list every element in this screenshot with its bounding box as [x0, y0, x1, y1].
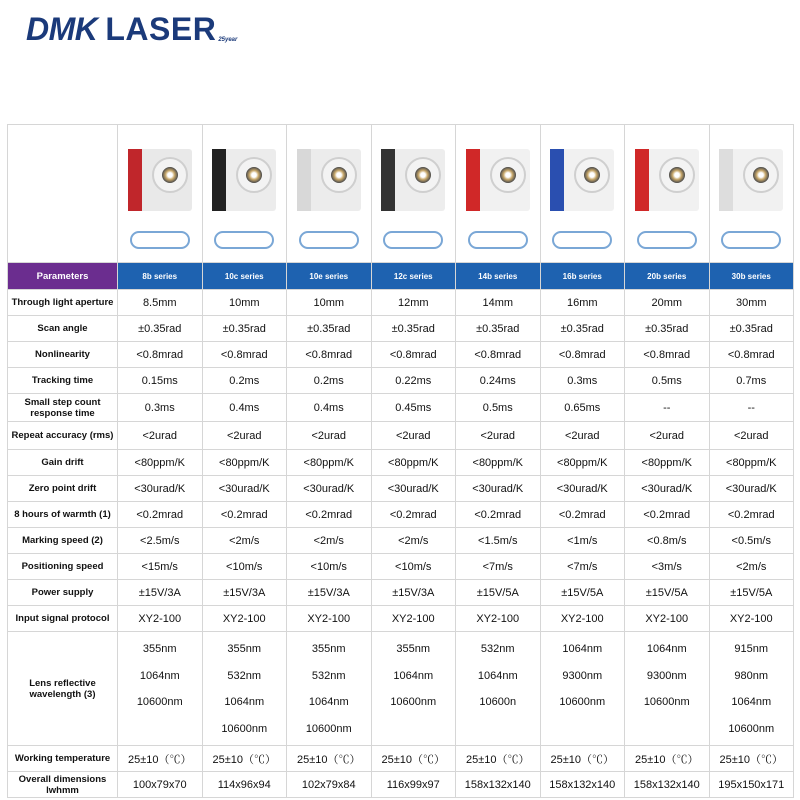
spec-value: <1.5m/s	[456, 528, 541, 554]
wavelength-value: 10600nm	[136, 696, 183, 708]
spec-value: 0.3ms	[540, 368, 625, 394]
parameters-header: Parameters	[8, 263, 118, 290]
spec-value: <3m/s	[625, 554, 710, 580]
galvo-scanner-image	[466, 149, 530, 211]
spec-label: Lens reflective wavelength (3)	[8, 632, 118, 746]
spec-value: <30urad/K	[287, 476, 372, 502]
spec-value: <2urad	[371, 422, 456, 450]
spec-value: --	[709, 394, 794, 422]
spec-value: 25±10（℃）	[456, 746, 541, 772]
wavelength-value: 10600n	[479, 696, 517, 708]
spec-value: <0.2mrad	[540, 502, 625, 528]
lens-wavelength-cell	[625, 632, 710, 746]
spec-value: <7m/s	[456, 554, 541, 580]
spec-value: XY2-100	[287, 606, 372, 632]
spec-value: <2m/s	[709, 554, 794, 580]
spec-value: <2urad	[540, 422, 625, 450]
spec-value: 114x96x94	[202, 772, 287, 798]
spec-value: <80ppm/K	[709, 450, 794, 476]
scanner-lens	[405, 157, 441, 193]
spec-value: <0.8m/s	[625, 528, 710, 554]
wavelength-value	[541, 716, 625, 743]
product-badge-oval	[468, 231, 528, 249]
spec-value: 25±10（℃）	[118, 746, 203, 772]
spec-value: <2m/s	[371, 528, 456, 554]
product-badge-oval	[552, 231, 612, 249]
scanner-side-panel	[128, 149, 142, 211]
spec-row	[8, 580, 794, 606]
scanner-lens	[659, 157, 695, 193]
galvo-scanner-image	[719, 149, 783, 211]
spec-value: <30urad/K	[709, 476, 794, 502]
spec-label: Zero point drift	[8, 476, 118, 502]
spec-label: Repeat accuracy (rms)	[8, 422, 118, 450]
series-header-row	[8, 263, 794, 290]
spec-value: <80ppm/K	[456, 450, 541, 476]
spec-value: ±0.35rad	[709, 316, 794, 342]
product-badge-oval	[299, 231, 359, 249]
product-image-cell	[625, 125, 710, 263]
spec-value: <0.2mrad	[287, 502, 372, 528]
spec-value: <15m/s	[118, 554, 203, 580]
wavelength-value: 532nm	[227, 669, 262, 682]
spec-value: <0.8mrad	[625, 342, 710, 368]
spec-value: <2urad	[625, 422, 710, 450]
spec-label: Gain drift	[8, 450, 118, 476]
spec-value: 20mm	[625, 290, 710, 316]
wavelength-value: 1064nm	[308, 696, 349, 708]
spec-value: <2urad	[118, 422, 203, 450]
spec-value: 16mm	[540, 290, 625, 316]
wavelength-value: 915nm	[734, 643, 769, 655]
spec-value: <80ppm/K	[625, 450, 710, 476]
spec-value: <30urad/K	[456, 476, 541, 502]
series-header: 10c series	[202, 263, 287, 290]
lens-wavelength-cell	[371, 632, 456, 746]
wavelength-value: 10600nm	[221, 722, 268, 735]
spec-value: <2urad	[456, 422, 541, 450]
spec-row	[8, 528, 794, 554]
spec-value: ±15V/5A	[709, 580, 794, 606]
scanner-side-panel	[297, 149, 311, 211]
spec-value: <0.8mrad	[118, 342, 203, 368]
lens-wavelength-cell	[118, 632, 203, 746]
wavelength-value	[456, 716, 540, 743]
scanner-mirror	[584, 167, 600, 183]
spec-row	[8, 772, 794, 798]
spec-value: <0.8mrad	[202, 342, 287, 368]
wavelength-value	[372, 716, 456, 743]
spec-value: 158x132x140	[540, 772, 625, 798]
lens-wavelength-row	[8, 632, 794, 746]
spec-value: 158x132x140	[456, 772, 541, 798]
spec-row	[8, 450, 794, 476]
series-header: 16b series	[540, 263, 625, 290]
scanner-mirror	[331, 167, 347, 183]
brand-name-laser: LASER	[105, 11, 217, 47]
scanner-lens	[574, 157, 610, 193]
scanner-side-panel	[635, 149, 649, 211]
spec-value: 25±10（℃）	[287, 746, 372, 772]
wavelength-value: 355nm	[396, 643, 431, 655]
spec-value: 102x79x84	[287, 772, 372, 798]
spec-value: --	[625, 394, 710, 422]
spec-value: <80ppm/K	[287, 450, 372, 476]
spec-value: <0.8mrad	[371, 342, 456, 368]
spec-row	[8, 368, 794, 394]
spec-value: <2urad	[202, 422, 287, 450]
wavelength-value	[625, 716, 709, 743]
series-header: 20b series	[625, 263, 710, 290]
spec-value: ±0.35rad	[287, 316, 372, 342]
spec-value: <2urad	[287, 422, 372, 450]
spec-value: 8.5mm	[118, 290, 203, 316]
wavelength-value: 1064nm	[477, 669, 518, 682]
spec-row	[8, 316, 794, 342]
spec-value: 0.22ms	[371, 368, 456, 394]
wavelength-value: 1064nm	[139, 669, 180, 682]
spec-value: <0.8mrad	[709, 342, 794, 368]
spec-value: ±15V/5A	[540, 580, 625, 606]
spec-value: 0.4ms	[287, 394, 372, 422]
spec-value: <0.2mrad	[118, 502, 203, 528]
product-badge-oval	[130, 231, 190, 249]
wavelength-value: 1064nm	[731, 696, 772, 708]
spec-row	[8, 394, 794, 422]
product-image-cell	[202, 125, 287, 263]
spec-value: <80ppm/K	[371, 450, 456, 476]
galvo-scanner-image	[212, 149, 276, 211]
lens-wavelength-cell	[709, 632, 794, 746]
spec-value: 0.15ms	[118, 368, 203, 394]
spec-label: Nonlinearity	[8, 342, 118, 368]
spec-label: Overall dimensions lwhmm	[8, 772, 118, 798]
spec-label: Input signal protocol	[8, 606, 118, 632]
spec-value: <0.2mrad	[456, 502, 541, 528]
spec-value: ±15V/3A	[202, 580, 287, 606]
lens-wavelength-cell	[456, 632, 541, 746]
spec-table-wrapper	[7, 124, 793, 798]
scanner-mirror	[500, 167, 516, 183]
spec-value: 0.5ms	[456, 394, 541, 422]
spec-label: Scan angle	[8, 316, 118, 342]
wavelength-value: 10600nm	[728, 722, 775, 735]
spec-value: <7m/s	[540, 554, 625, 580]
spec-value: XY2-100	[625, 606, 710, 632]
spec-label: Positioning speed	[8, 554, 118, 580]
spec-value: 0.5ms	[625, 368, 710, 394]
galvo-scanner-image	[550, 149, 614, 211]
spec-value: <0.8mrad	[456, 342, 541, 368]
spec-value: <30urad/K	[625, 476, 710, 502]
spec-value: <0.2mrad	[202, 502, 287, 528]
spec-row	[8, 606, 794, 632]
spec-value: 0.24ms	[456, 368, 541, 394]
spec-value: 30mm	[709, 290, 794, 316]
spec-value: <0.2mrad	[371, 502, 456, 528]
spec-value: 0.3ms	[118, 394, 203, 422]
spec-value: ±15V/5A	[456, 580, 541, 606]
scanner-side-panel	[719, 149, 733, 211]
wavelength-value: 1064nm	[224, 696, 265, 708]
series-header: 30b series	[709, 263, 794, 290]
spec-value: <10m/s	[287, 554, 372, 580]
scanner-side-panel	[466, 149, 480, 211]
spec-value: 195x150x171	[709, 772, 794, 798]
spec-row	[8, 290, 794, 316]
series-header: 14b series	[456, 263, 541, 290]
spec-value: 0.2ms	[202, 368, 287, 394]
scanner-mirror	[415, 167, 431, 183]
spec-value: 25±10（℃）	[371, 746, 456, 772]
spec-value: ±0.35rad	[540, 316, 625, 342]
spec-value: <80ppm/K	[202, 450, 287, 476]
spec-value: 116x99x97	[371, 772, 456, 798]
spec-value: <30urad/K	[202, 476, 287, 502]
galvo-scanner-image	[635, 149, 699, 211]
spec-value: 10mm	[287, 290, 372, 316]
product-image-cell	[709, 125, 794, 263]
product-badge-oval	[637, 231, 697, 249]
spec-value: <2m/s	[287, 528, 372, 554]
spec-value: ±15V/5A	[625, 580, 710, 606]
scanner-side-panel	[381, 149, 395, 211]
spec-value: <0.8mrad	[540, 342, 625, 368]
spec-label: Small step count response time	[8, 394, 118, 422]
spec-value: <0.8mrad	[287, 342, 372, 368]
product-badge-oval	[721, 231, 781, 249]
wavelength-value: 10600nm	[559, 696, 606, 708]
spec-value: 0.4ms	[202, 394, 287, 422]
spec-row	[8, 422, 794, 450]
spec-label: Tracking time	[8, 368, 118, 394]
spec-value: XY2-100	[456, 606, 541, 632]
spec-value: XY2-100	[371, 606, 456, 632]
spec-value: ±15V/3A	[371, 580, 456, 606]
spec-value: <30urad/K	[540, 476, 625, 502]
spec-label: Power supply	[8, 580, 118, 606]
spec-value: <2m/s	[202, 528, 287, 554]
scanner-side-panel	[550, 149, 564, 211]
spec-value: ±0.35rad	[625, 316, 710, 342]
product-image-cell	[456, 125, 541, 263]
wavelength-value: 9300nm	[562, 669, 603, 682]
spec-value: <2urad	[709, 422, 794, 450]
product-image-cell	[540, 125, 625, 263]
scanner-mirror	[162, 167, 178, 183]
wavelength-value: 355nm	[227, 643, 262, 655]
wavelength-value: 10600nm	[305, 722, 352, 735]
brand-name-dmk: DMK	[26, 11, 98, 47]
scanner-lens	[236, 157, 272, 193]
spec-value: 14mm	[456, 290, 541, 316]
wavelength-value: 1064nm	[646, 643, 687, 655]
scanner-mirror	[669, 167, 685, 183]
spec-row	[8, 502, 794, 528]
galvo-scanner-image	[381, 149, 445, 211]
wavelength-value: 532nm	[311, 669, 346, 682]
lens-wavelength-cell	[287, 632, 372, 746]
series-header: 12c series	[371, 263, 456, 290]
product-badge-oval	[383, 231, 443, 249]
scanner-mirror	[246, 167, 262, 183]
galvo-scanner-image	[297, 149, 361, 211]
spec-value: 158x132x140	[625, 772, 710, 798]
spec-value: <0.2mrad	[625, 502, 710, 528]
spec-value: 25±10（℃）	[625, 746, 710, 772]
spec-value: 25±10（℃）	[709, 746, 794, 772]
spec-value: XY2-100	[118, 606, 203, 632]
wavelength-value: 355nm	[311, 643, 346, 655]
spec-value: ±0.35rad	[456, 316, 541, 342]
series-header: 8b series	[118, 263, 203, 290]
spec-value: <10m/s	[202, 554, 287, 580]
spec-value: 25±10（℃）	[202, 746, 287, 772]
wavelength-value: 9300nm	[646, 669, 687, 682]
spec-value: XY2-100	[709, 606, 794, 632]
spec-row	[8, 476, 794, 502]
scanner-mirror	[753, 167, 769, 183]
wavelength-value: 1064nm	[562, 643, 603, 655]
product-image-cell	[371, 125, 456, 263]
spec-label: Working temperature	[8, 746, 118, 772]
lens-wavelength-cell	[202, 632, 287, 746]
spec-value: <30urad/K	[118, 476, 203, 502]
spec-value: ±0.35rad	[202, 316, 287, 342]
spec-value: ±0.35rad	[118, 316, 203, 342]
scanner-lens	[152, 157, 188, 193]
spec-row	[8, 746, 794, 772]
spec-value: 0.65ms	[540, 394, 625, 422]
image-row-blank	[8, 125, 118, 263]
product-image-cell	[287, 125, 372, 263]
spec-value: <80ppm/K	[540, 450, 625, 476]
product-badge-oval	[214, 231, 274, 249]
wavelength-value: 10600nm	[643, 696, 690, 708]
series-header: 10e series	[287, 263, 372, 290]
spec-value: 0.2ms	[287, 368, 372, 394]
wavelength-value: 355nm	[142, 643, 177, 655]
spec-value: 0.7ms	[709, 368, 794, 394]
spec-value: 100x79x70	[118, 772, 203, 798]
spec-value: XY2-100	[202, 606, 287, 632]
spec-value: ±15V/3A	[287, 580, 372, 606]
spec-value: ±0.35rad	[371, 316, 456, 342]
spec-value: <80ppm/K	[118, 450, 203, 476]
spec-row	[8, 554, 794, 580]
wavelength-value: 1064nm	[393, 669, 434, 682]
brand-years: 25year	[218, 37, 238, 43]
scanner-lens	[490, 157, 526, 193]
lens-wavelength-cell	[540, 632, 625, 746]
scanner-lens	[321, 157, 357, 193]
spec-value: <10m/s	[371, 554, 456, 580]
spec-row	[8, 342, 794, 368]
wavelength-value: 10600nm	[390, 696, 437, 708]
spec-value: <1m/s	[540, 528, 625, 554]
galvo-scanner-image	[128, 149, 192, 211]
scanner-lens	[743, 157, 779, 193]
wavelength-value: 532nm	[480, 643, 515, 655]
brand-logo	[26, 9, 237, 49]
wavelength-value	[118, 716, 202, 743]
spec-label: Through light aperture	[8, 290, 118, 316]
spec-label: Marking speed (2)	[8, 528, 118, 554]
spec-value: 25±10（℃）	[540, 746, 625, 772]
spec-value: <0.2mrad	[709, 502, 794, 528]
spec-value: XY2-100	[540, 606, 625, 632]
spec-value: <0.5m/s	[709, 528, 794, 554]
spec-value: 10mm	[202, 290, 287, 316]
spec-table	[7, 124, 794, 798]
spec-value: <2.5m/s	[118, 528, 203, 554]
spec-value: 12mm	[371, 290, 456, 316]
product-image-row	[8, 125, 794, 263]
scanner-side-panel	[212, 149, 226, 211]
wavelength-value: 980nm	[734, 669, 769, 682]
spec-value: ±15V/3A	[118, 580, 203, 606]
spec-value: 0.45ms	[371, 394, 456, 422]
product-image-cell	[118, 125, 203, 263]
spec-value: <30urad/K	[371, 476, 456, 502]
spec-label: 8 hours of warmth (1)	[8, 502, 118, 528]
